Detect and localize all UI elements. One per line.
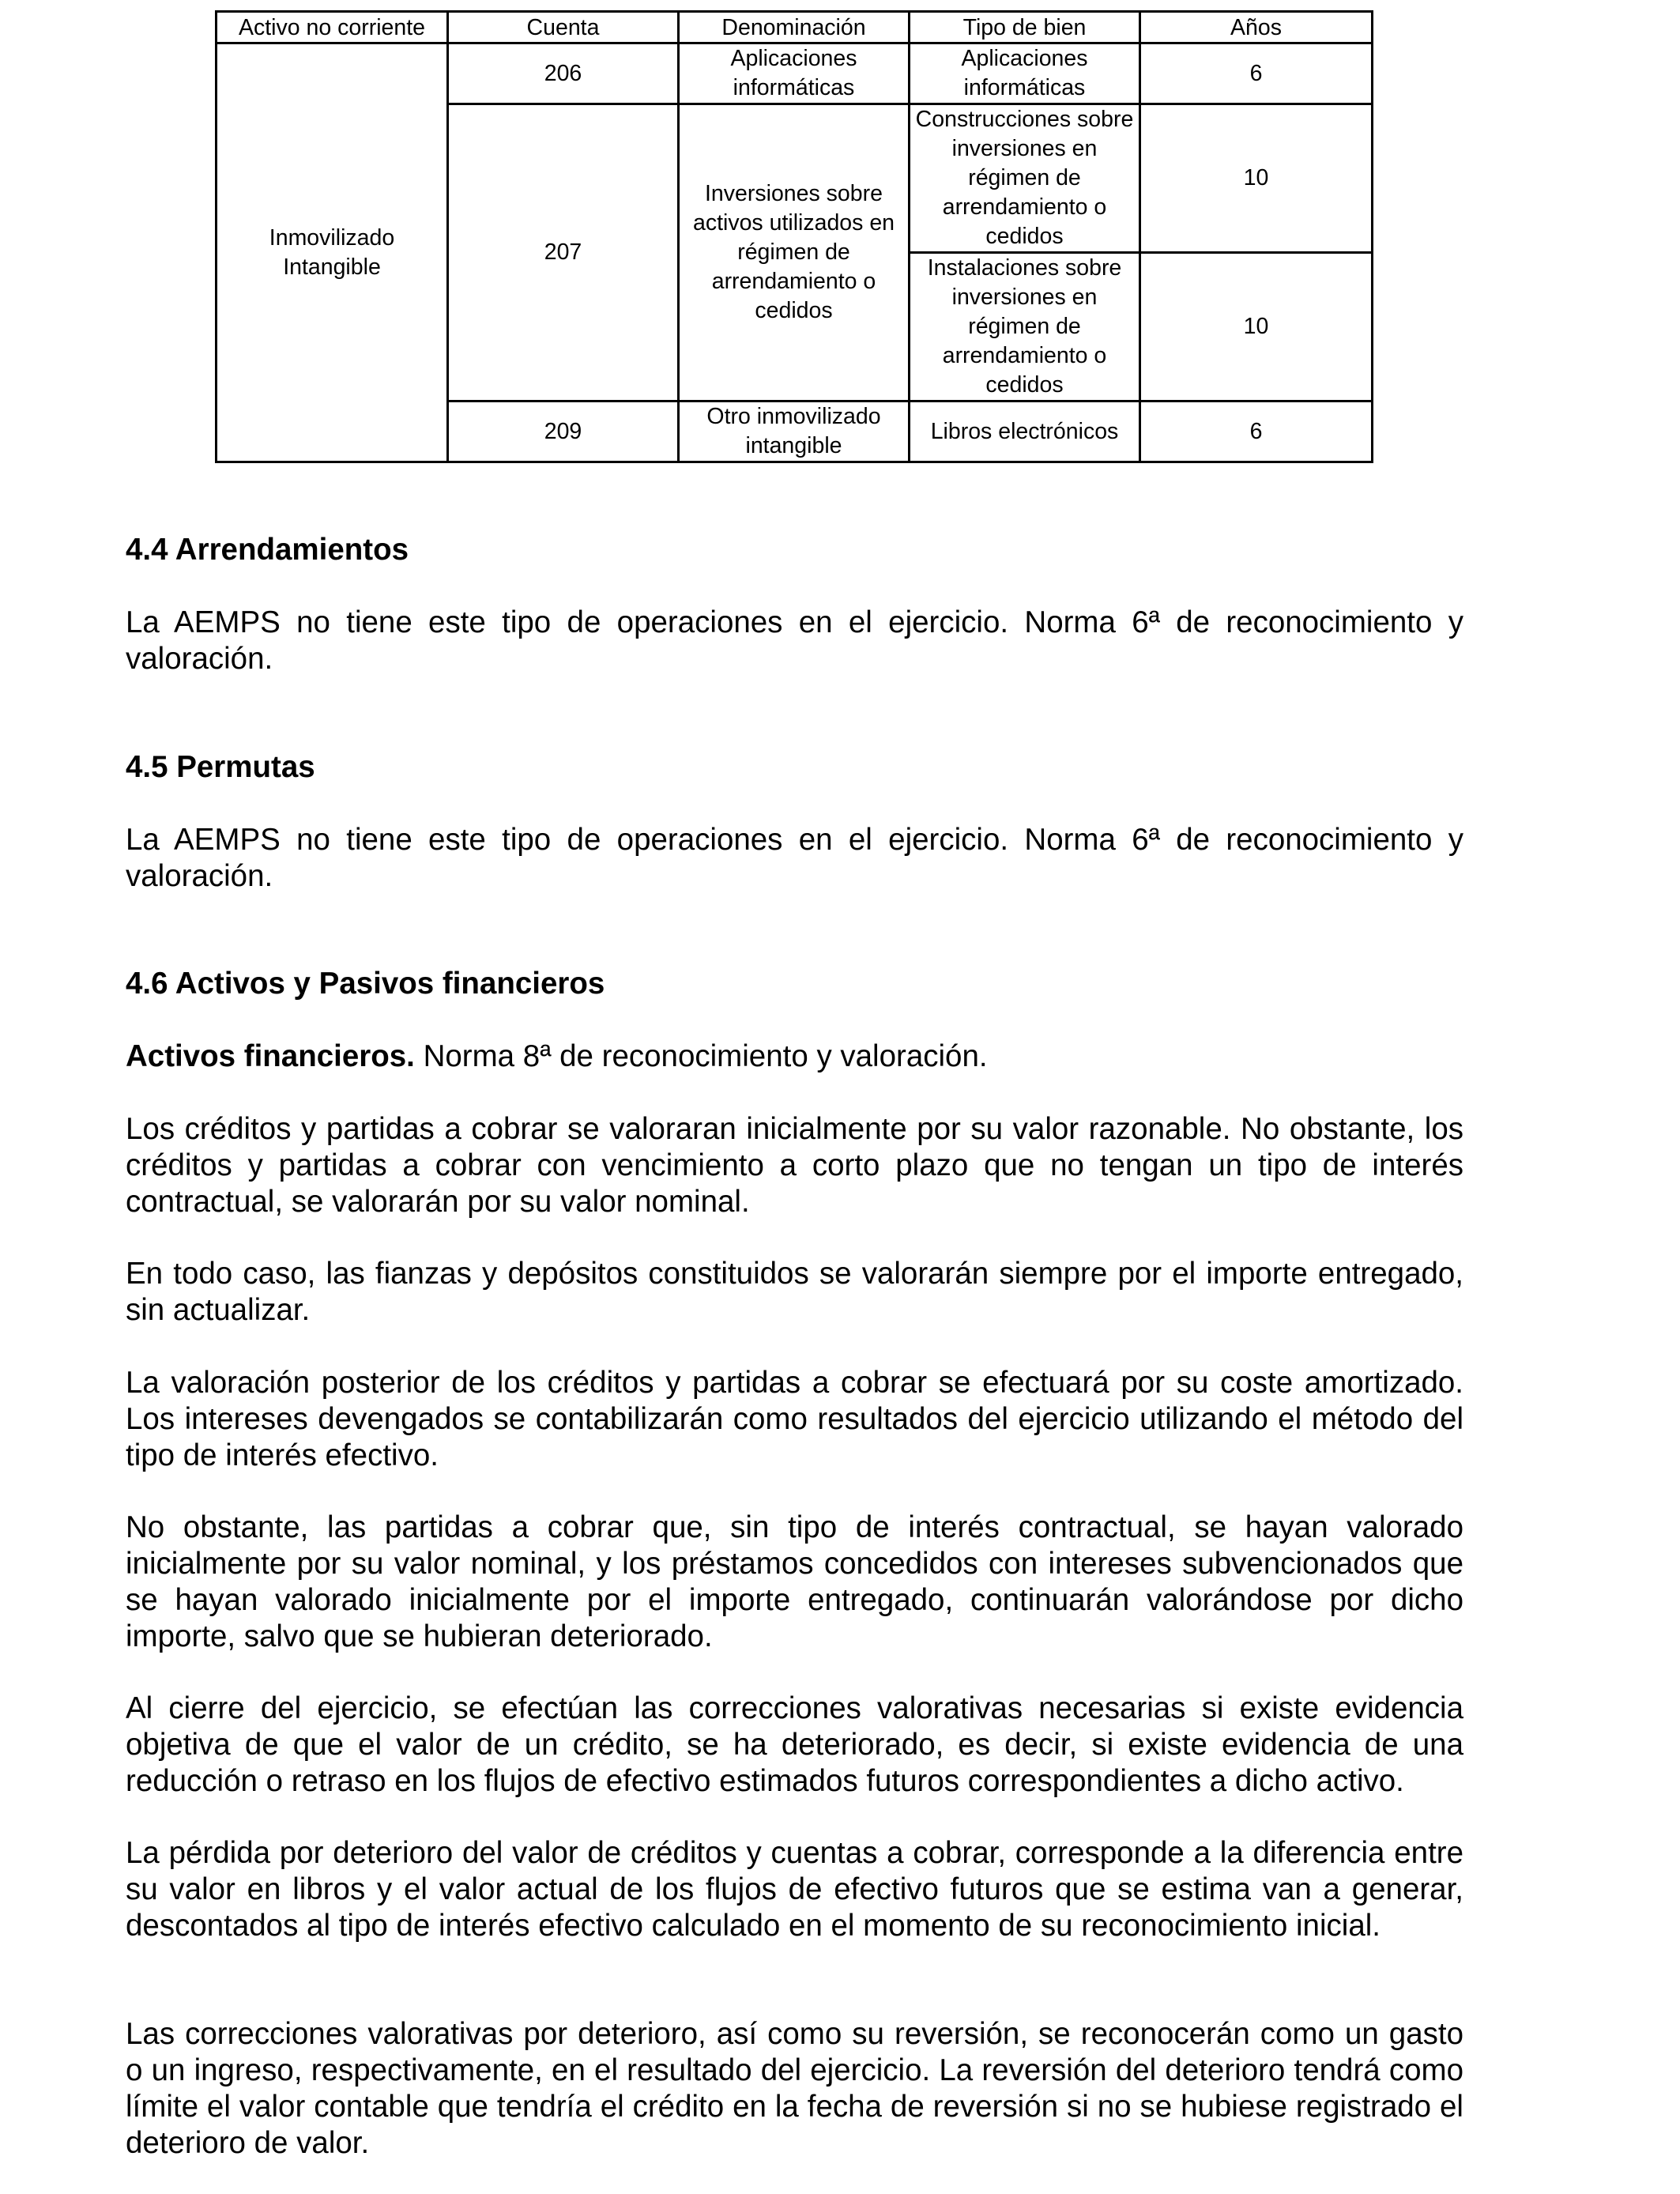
anos-cell: 10 xyxy=(1140,104,1373,253)
subsection-activos-financieros xyxy=(126,1039,1463,1075)
anos-cell: 6 xyxy=(1140,43,1373,104)
section-text-arrendamientos: La AEMPS no tiene este tipo de operaciones en el ejercicio. Norma 6ª de reconocimiento y valoración. xyxy=(126,605,1463,676)
anos-cell: 10 xyxy=(1140,253,1373,401)
tipo-bien-cell: Instalaciones sobre inversiones en régimen de arrendamiento o cedidos xyxy=(910,253,1140,401)
paragraph-creditos-valoracion-inicial: Los créditos y partidas a cobrar se valoraran inicialmente por su valor razonable. No obstante, los créditos y partidas a cobrar con vencimiento a corto plazo que no tengan un tipo de interés contractual, se valorarán por su valor nominal. xyxy=(126,1112,1463,1219)
header-denominacion: Denominación xyxy=(679,12,910,43)
paragraph-correcciones-valorativas: Las correcciones valorativas por deterioro, así como su reversión, se reconocerán como un gasto o un ingreso, respectivamente, en el resultado del ejercicio. La reversión del deterioro tendrá como límite el valor contable que tendría el crédito en la fecha de reversión si no se hubiese registrado el deterioro de valor. xyxy=(126,2017,1463,2160)
tipo-bien-cell: Aplicaciones informáticas xyxy=(910,43,1140,104)
cuenta-cell: 206 xyxy=(448,43,679,104)
header-cuenta: Cuenta xyxy=(448,12,679,43)
amortization-table xyxy=(215,10,1373,463)
tipo-bien-cell: Libros electrónicos xyxy=(910,401,1140,462)
table-header-row xyxy=(217,12,1373,43)
group-label-cell: Inmovilizado Intangible xyxy=(217,43,448,462)
header-anos: Años xyxy=(1140,12,1373,43)
header-activo-no-corriente: Activo no corriente xyxy=(217,12,448,43)
subsection-title-rest: Norma 8ª de reconocimiento y valoración. xyxy=(414,1039,988,1073)
section-title-permutas: 4.5 Permutas xyxy=(126,750,315,784)
tipo-bien-cell: Construcciones sobre inversiones en régimen de arrendamiento o cedidos xyxy=(910,104,1140,253)
denominacion-cell: Inversiones sobre activos utilizados en régimen de arrendamiento o cedidos xyxy=(679,104,910,401)
paragraph-partidas-valor-nominal: No obstante, las partidas a cobrar que, sin tipo de interés contractual, se hayan valorado inicialmente por su valor nominal, y los préstamos concedidos con intereses subvencionados que se hayan valorado inicialmente por el importe entregado, continuarán valorándose por dicho importe, salvo que se hubieran deteriorado. xyxy=(126,1510,1463,1653)
section-title-activos-pasivos: 4.6 Activos y Pasivos financieros xyxy=(126,967,605,1001)
cuenta-cell: 209 xyxy=(448,401,679,462)
subsection-title-bold: Activos financieros. xyxy=(126,1039,415,1073)
cuenta-cell: 207 xyxy=(448,104,679,401)
header-tipo-de-bien: Tipo de bien xyxy=(910,12,1140,43)
section-title-arrendamientos: 4.4 Arrendamientos xyxy=(126,533,409,567)
paragraph-perdida-deterioro: La pérdida por deterioro del valor de créditos y cuentas a cobrar, corresponde a la diferencia entre su valor en libros y el valor actual de los flujos de efectivo futuros que se estima van a generar, descontados al tipo de interés efectivo calculado en el momento de su reconocimiento inicial. xyxy=(126,1836,1463,1943)
denominacion-cell: Otro inmovilizado intangible xyxy=(679,401,910,462)
paragraph-valoracion-posterior: La valoración posterior de los créditos y partidas a cobrar se efectuará por su coste amortizado. Los intereses devengados se contabilizarán como resultados del ejercicio utilizando el método del tipo de interés efectivo. xyxy=(126,1366,1463,1472)
denominacion-cell: Aplicaciones informáticas xyxy=(679,43,910,104)
table-row xyxy=(217,43,1373,104)
paragraph-cierre-ejercicio: Al cierre del ejercicio, se efectúan las correcciones valorativas necesarias si existe evidencia objetiva de que el valor de un crédito, se ha deteriorado, es decir, si existe evidencia de una reducción o retraso en los flujos de efectivo estimados futuros correspondientes a dicho activo. xyxy=(126,1691,1463,1798)
section-text-permutas: La AEMPS no tiene este tipo de operaciones en el ejercicio. Norma 6ª de reconocimiento y valoración. xyxy=(126,823,1463,893)
anos-cell: 6 xyxy=(1140,401,1373,462)
paragraph-fianzas-depositos: En todo caso, las fianzas y depósitos constituidos se valorarán siempre por el importe entregado, sin actualizar. xyxy=(126,1257,1463,1327)
